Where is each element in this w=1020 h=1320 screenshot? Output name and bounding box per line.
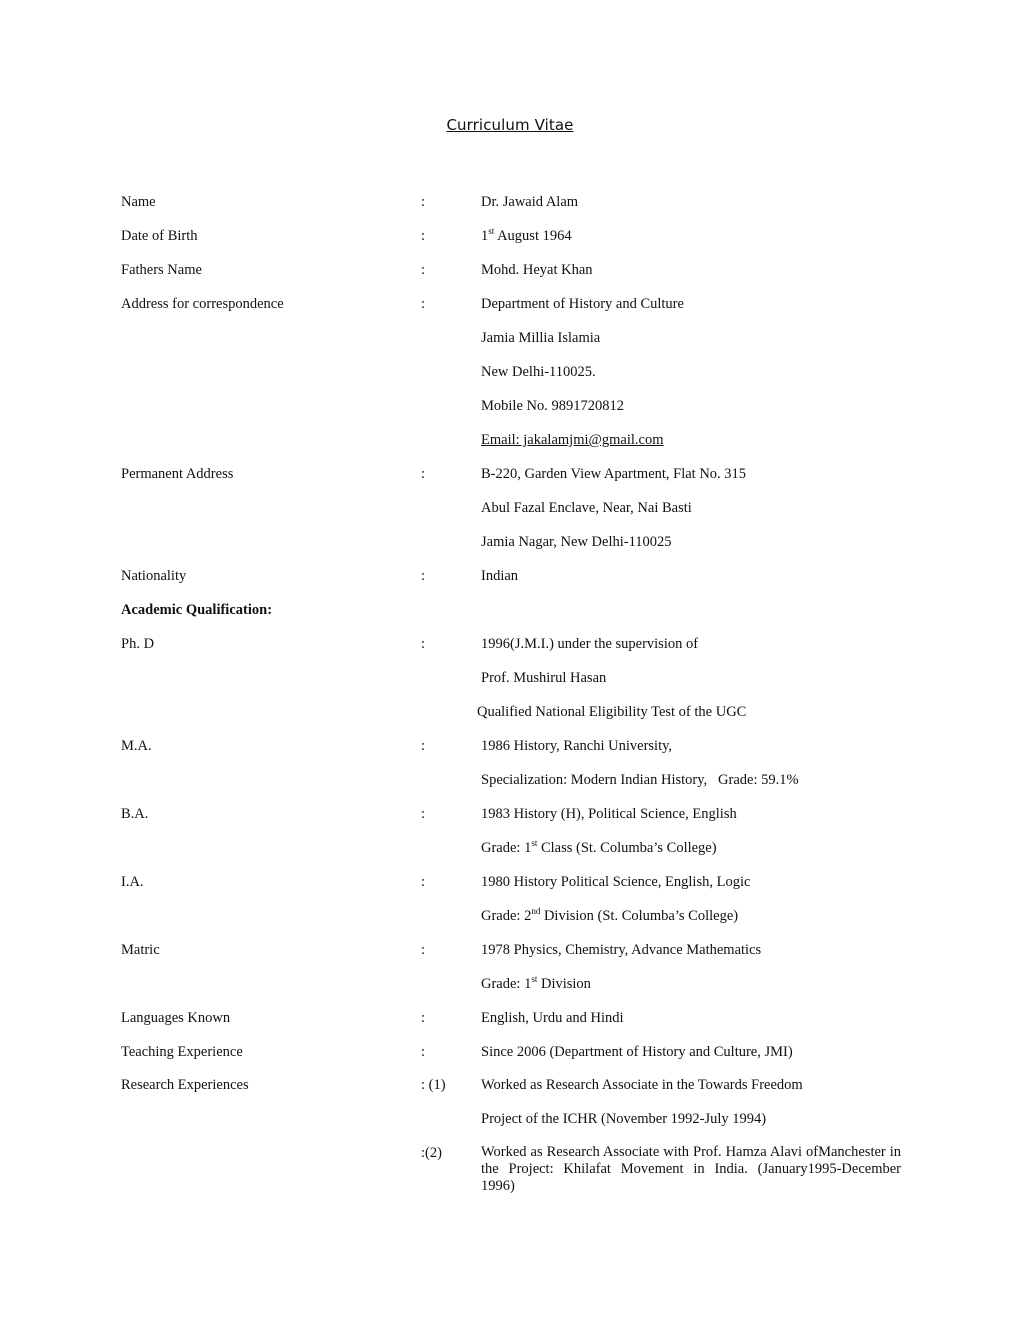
ia-grade-pre: Grade: 2 (481, 908, 532, 924)
separator: : (421, 1010, 426, 1026)
correspondence-line: Jamia Millia Islamia (481, 330, 601, 346)
row-permanent-2 (0, 498, 1020, 518)
languages-value: English, Urdu and Hindi (481, 1010, 624, 1026)
separator: : (421, 636, 426, 652)
row-mobile (0, 396, 1020, 416)
row-research-1-2 (0, 1109, 1020, 1129)
ba-grade-post: Class (St. Columba’s College) (537, 840, 717, 856)
teaching-label: Teaching Experience (121, 1044, 243, 1060)
cv-title: Curriculum Vitae (446, 116, 574, 134)
ia-grade (481, 906, 738, 926)
row-dob (0, 226, 1020, 246)
name-value: Dr. Jawaid Alam (481, 194, 579, 210)
row-name (0, 192, 1020, 212)
row-teaching (0, 1042, 1020, 1062)
row-permanent (0, 464, 1020, 484)
dob-suffix: st (488, 226, 495, 236)
matric-line: 1978 Physics, Chemistry, Advance Mathematics (481, 942, 762, 958)
permanent-line: B-220, Garden View Apartment, Flat No. 315 (481, 466, 747, 482)
father-label: Fathers Name (121, 262, 202, 278)
ba-grade (481, 838, 717, 858)
row-correspondence (0, 294, 1020, 314)
ba-line: 1983 History (H), Political Science, English (481, 806, 737, 822)
phd-line: Qualified National Eligibility Test of the UGC (477, 704, 747, 720)
matric-grade-pre: Grade: 1 (481, 976, 532, 992)
nationality-label: Nationality (121, 568, 187, 584)
ba-grade-pre: Grade: 1 (481, 840, 532, 856)
phd-line: Prof. Mushirul Hasan (481, 670, 607, 686)
row-correspondence-3 (0, 362, 1020, 382)
ia-label: I.A. (121, 874, 144, 890)
row-nationality (0, 566, 1020, 586)
dob-label: Date of Birth (121, 228, 198, 244)
row-phd-3 (0, 702, 1020, 722)
row-permanent-3 (0, 532, 1020, 552)
row-languages (0, 1008, 1020, 1028)
email-link[interactable]: Email: jakalamjmi@gmail.com (481, 432, 664, 448)
correspondence-label: Address for correspondence (121, 296, 284, 312)
row-ma (0, 736, 1020, 756)
row-matric (0, 940, 1020, 960)
research-2-marker: :(2) (421, 1145, 442, 1161)
teaching-value: Since 2006 (Department of History and Culture, JMI) (481, 1044, 793, 1060)
correspondence-line: New Delhi-110025. (481, 364, 596, 380)
separator: : (421, 228, 426, 244)
separator: : (421, 296, 426, 312)
row-research-2 (0, 1143, 1020, 1203)
ma-line: 1986 History, Ranchi University, (481, 738, 673, 754)
row-father (0, 260, 1020, 280)
ma-label: M.A. (121, 738, 152, 754)
separator: : (421, 262, 426, 278)
research-1-marker: : (1) (421, 1077, 446, 1093)
row-email (0, 430, 1020, 450)
row-academic-heading (0, 600, 1020, 620)
row-ma-2 (0, 770, 1020, 790)
matric-grade-post: Division (537, 976, 591, 992)
row-ia (0, 872, 1020, 892)
nationality-value: Indian (481, 568, 519, 584)
row-research-1 (0, 1075, 1020, 1095)
dob-day: 1 (481, 228, 489, 244)
row-matric-grade (0, 974, 1020, 994)
phd-line: 1996(J.M.I.) under the supervision of (481, 636, 699, 652)
ma-line: Specialization: Modern Indian History, Grade: 59.1% (481, 772, 799, 788)
correspondence-line: Department of History and Culture (481, 296, 684, 312)
ia-grade-sup: nd (531, 906, 541, 916)
separator: : (421, 1044, 426, 1060)
research-1-line: Worked as Research Associate in the Towards Freedom (481, 1077, 803, 1093)
row-ia-grade (0, 906, 1020, 926)
permanent-label: Permanent Address (121, 466, 234, 482)
languages-label: Languages Known (121, 1010, 231, 1026)
research-2-text: Worked as Research Associate with Prof. Hamza Alavi ofManchester in the Project: Khilafat Movement in India. (January1995-December 1996) (481, 1144, 901, 1194)
dob-rest: August 1964 (494, 228, 572, 244)
row-correspondence-2 (0, 328, 1020, 348)
permanent-line: Abul Fazal Enclave, Near, Nai Basti (481, 500, 692, 516)
matric-label: Matric (121, 942, 160, 958)
separator: : (421, 874, 426, 890)
research-label: Research Experiences (121, 1077, 249, 1093)
academic-heading: Academic Qualification: (121, 602, 273, 618)
research-1-line: Project of the ICHR (November 1992-July 1994) (481, 1111, 767, 1127)
row-phd-2 (0, 668, 1020, 688)
matric-grade (481, 974, 591, 994)
father-value: Mohd. Heyat Khan (481, 262, 593, 278)
phd-label: Ph. D (121, 636, 155, 652)
dob-value (481, 226, 572, 246)
ba-grade-sup: st (531, 838, 538, 848)
separator: : (421, 806, 426, 822)
separator: : (421, 738, 426, 754)
permanent-line: Jamia Nagar, New Delhi-110025 (481, 534, 672, 550)
mobile-number: Mobile No. 9891720812 (481, 398, 624, 414)
separator: : (421, 568, 426, 584)
row-ba-grade (0, 838, 1020, 858)
matric-grade-sup: st (531, 974, 538, 984)
separator: : (421, 942, 426, 958)
ba-label: B.A. (121, 806, 149, 822)
ia-grade-post: Division (St. Columba’s College) (540, 908, 739, 924)
row-phd (0, 634, 1020, 654)
name-label: Name (121, 194, 156, 210)
row-ba (0, 804, 1020, 824)
ia-line: 1980 History Political Science, English, Logic (481, 874, 751, 890)
separator: : (421, 194, 426, 210)
separator: : (421, 466, 426, 482)
